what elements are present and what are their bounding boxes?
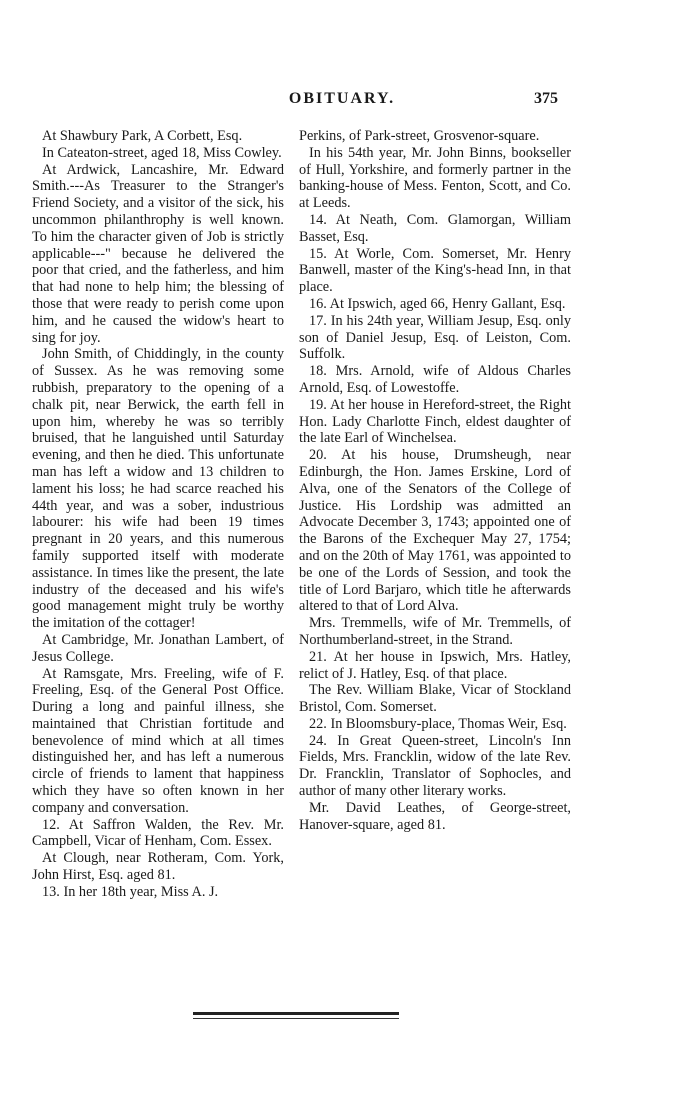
- obituary-entry: In Cateaton-street, aged 18, Miss Cowley.: [42, 144, 282, 161]
- obituary-entry: At Cambridge, Mr. Jonathan Lambert, of Jesus College.: [32, 631, 284, 665]
- obituary-entry: At Ramsgate, Mrs. Freeling, wife of F. Freeling, Esq. of the General Post Office. During a long and painful illness, she maintained that Christian fortitude and benevolence of mind which at all times distinguished her, and has left a numerous circle of friends to lament that happiness which they have so often known in her company and conversation.: [32, 665, 284, 816]
- obituary-entry: At Shawbury Park, A Corbett, Esq.: [42, 128, 243, 144]
- obituary-entry: 19. At her house in Hereford-street, the Right Hon. Lady Charlotte Finch, eldest daughter of the late Earl of Winchelsea.: [299, 396, 571, 447]
- obituary-entry: 18. Mrs. Arnold, wife of Aldous Charles Arnold, Esq. of Lowestoffe.: [299, 363, 571, 396]
- running-title: OBITUARY.: [288, 90, 396, 107]
- page-number: 375: [534, 90, 558, 107]
- obituary-entry: In his 54th year, Mr. John Binns, bookseller of Hull, Yorkshire, and formerly partner in the banking-house of Mess. Fenton, Scott, and Co. at Leeds.: [299, 144, 571, 212]
- obituary-entry: 14. At Neath, Com. Glamorgan, William Basset, Esq.: [299, 211, 571, 245]
- obituary-entry: 20. At his house, Drumsheugh, near Edinburgh, the Hon. James Erskine, Lord of Alva, one of the Senators of the College of Justice. His Lordship was admitted an Advocate December 3, 1743; appointed one of the Barons of the Exchequer May 27, 1754; and on the 20th of May 1761, was appointed to be one of the Lords of Session, and took the title of Lord Barjaro, which title he afterwards altered to that of Lord Alva.: [299, 447, 571, 615]
- obituary-entry: 12. At Saffron Walden, the Rev. Mr. Campbell, Vicar of Henham, Com. Essex.: [32, 816, 284, 850]
- obituary-entry: At Ardwick, Lancashire, Mr. Edward Smith.---As Treasurer to the Stranger's Friend Society, and a visitor of the sick, his uncommon philanthrophy is well known. To him the character given of Job is strictly applicable---" because he delivered the poor that cried, and the fatherless, and him that had none to help him; the blessing of those that were ready to perish come upon him, and he caused the widow's heart to sing for joy.: [32, 161, 284, 346]
- obituary-entry: The Rev. William Blake, Vicar of Stockland Bristol, Com. Somerset.: [299, 682, 571, 716]
- obituary-entry: John Smith, of Chiddingly, in the county of Sussex. As he was removing some rubbish, preparatory to the opening of a chalk pit, near Berwick, the earth fell in upon him, whereby he was so terribly bruised, that he languished until Saturday evening, and then he died. This unfortunate man has left a widow and 13 children to lament his loss; he had scarce reached his 44th year, and was a sober, industrious labourer: his wife had been 19 times pregnant in 20 years, and this numerous family supported itself with moderate assistance. In times like the present, the late industry of the deceased and his wife's good management might truly be worthy the imitation of the cottager!: [32, 346, 284, 632]
- obituary-entry: 16. At Ipswich, aged 66, Henry Gallant, Esq.: [309, 295, 566, 312]
- obituary-entry: 24. In Great Queen-street, Lincoln's Inn Fields, Mrs. Francklin, widow of the late Rev. Dr. Francklin, Translator of Sophocles, and author of many other literary works.: [299, 732, 571, 800]
- obituary-entry: 22. In Bloomsbury-place, Thomas Weir, Esq.: [309, 715, 567, 732]
- obituary-entry: At Clough, near Rotheram, Com. York, John Hirst, Esq. aged 81.: [32, 850, 284, 884]
- obituary-entry: 21. At her house in Ipswich, Mrs. Hatley, relict of J. Hatley, Esq. of that place.: [299, 648, 571, 682]
- end-rule-thin: [193, 1018, 399, 1019]
- obituary-entry: Perkins, of Park-street, Grosvenor-square.: [299, 128, 540, 144]
- obituary-entry: 17. In his 24th year, William Jesup, Esq. only son of Daniel Jesup, Esq. of Leiston, Com. Suffolk.: [299, 312, 571, 363]
- obituary-entry: 13. In her 18th year, Miss A. J.: [42, 883, 219, 900]
- right-column: [299, 128, 571, 833]
- obituary-entry: 15. At Worle, Com. Somerset, Mr. Henry Banwell, master of the King's-head Inn, in that place.: [299, 245, 571, 296]
- left-column: [32, 128, 284, 901]
- obituary-entry: Mrs. Tremmells, wife of Mr. Tremmells, of Northumberland-street, in the Strand.: [299, 615, 571, 648]
- obituary-entry: Mr. David Leathes, of George-street, Hanover-square, aged 81.: [299, 799, 571, 833]
- end-rule-thick: [193, 1012, 399, 1015]
